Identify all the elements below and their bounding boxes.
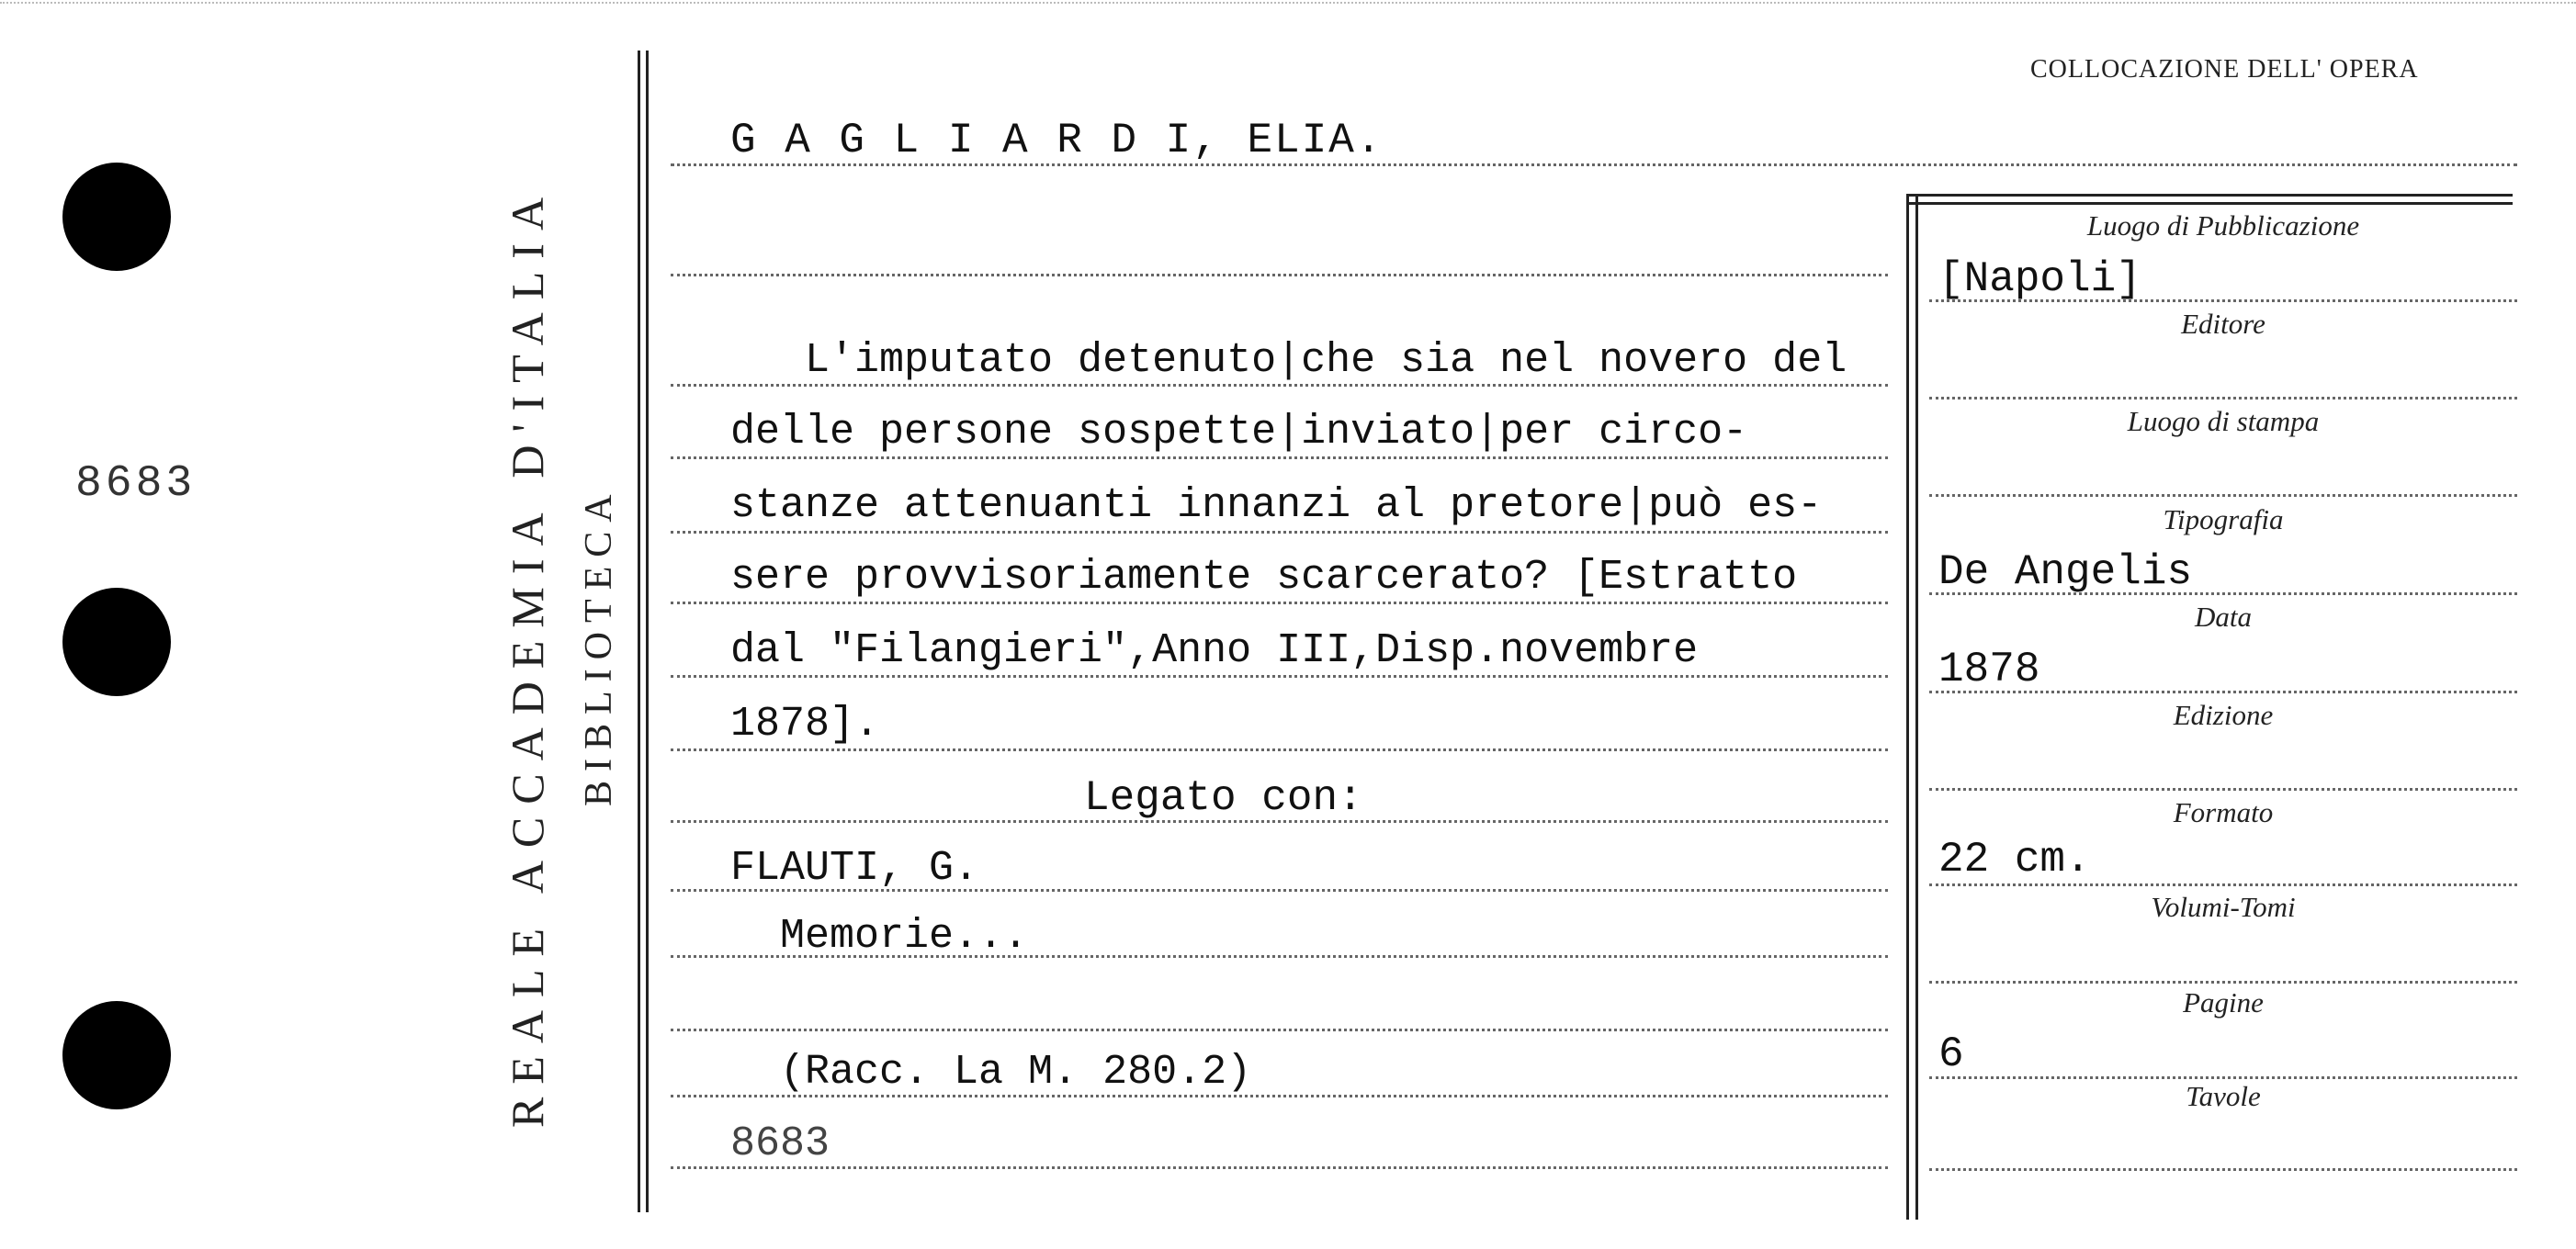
ruled-line	[671, 1029, 1888, 1031]
punch-hole-top	[62, 163, 171, 271]
field-value-format: 22 cm.	[1938, 836, 2091, 883]
ruled-line	[671, 675, 1888, 678]
field-value-place-of-publication: [Napoli]	[1938, 255, 2141, 303]
ruled-line	[671, 602, 1888, 604]
field-value-printer: De Angelis	[1938, 548, 2193, 596]
fields-box-top-inner	[1906, 202, 2513, 205]
side-inventory-number: 8683	[75, 459, 197, 509]
field-label-place-of-printing: Luogo di stampa	[2127, 405, 2320, 437]
field-label-edition: Edizione	[2173, 699, 2274, 731]
card-top-edge	[0, 2, 2576, 4]
field-label-format: Formato	[2173, 796, 2274, 828]
field-label-place-of-publication: Luogo di Pubblicazione	[2086, 209, 2360, 242]
title-line: delle persone sospette|inviato|per circo-	[730, 409, 1748, 456]
field-value-date: 1878	[1938, 646, 2040, 693]
institution-label: REALE ACCADEMIA D'ITALIA	[502, 184, 553, 1128]
field-ruled-line	[1929, 494, 2517, 497]
ruled-line	[671, 1166, 1888, 1169]
title-line: stanze attenuanti innanzi al pretore|può es-	[730, 482, 1823, 529]
field-value-pages: 6	[1938, 1030, 1964, 1078]
ruled-line	[671, 748, 1888, 751]
title-line: 1878].	[730, 701, 880, 748]
field-label-printer: Tipografia	[2163, 503, 2284, 535]
main-vertical-rule	[638, 51, 640, 1212]
field-label-volumes: Volumi-Tomi	[2151, 891, 2296, 923]
field-ruled-line	[1929, 1076, 2517, 1079]
bound-title: Memorie...	[730, 913, 1029, 960]
title-line: dal "Filangieri",Anno III,Disp.novembre	[730, 627, 1699, 674]
fields-box-rule	[1906, 196, 1909, 1220]
author-heading: G A G L I A R D I, ELIA.	[730, 117, 1384, 164]
bound-with-label: Legato con:	[1084, 774, 1363, 822]
ruled-line	[671, 531, 1888, 534]
punch-hole-bottom	[62, 1001, 171, 1109]
field-label-plates: Tavole	[2186, 1080, 2261, 1112]
library-label: BIBLIOTECA	[578, 485, 620, 806]
title-line: sere provvisoriamente scarcerato? [Estratto	[730, 554, 1798, 601]
field-label-pages: Pagine	[2183, 986, 2264, 1018]
field-label-publisher: Editore	[2181, 308, 2265, 340]
ruled-line	[671, 456, 1888, 459]
fields-box-top	[1906, 194, 2513, 197]
ruled-line	[671, 274, 1888, 276]
inventory-number: 8683	[730, 1120, 830, 1167]
punch-hole-middle	[62, 588, 171, 696]
shelfmark: (Racc. La M. 280.2)	[730, 1049, 1252, 1096]
field-ruled-line	[1929, 981, 2517, 984]
fields-box-rule-inner	[1915, 196, 1918, 1220]
field-ruled-line	[1929, 883, 2517, 886]
title-line: L'imputato detenuto|che sia nel novero del	[730, 337, 1847, 384]
location-header: COLLOCAZIONE DELL' OPERA	[2030, 55, 2419, 84]
field-label-date: Data	[2195, 601, 2252, 633]
field-ruled-line	[1929, 397, 2517, 399]
field-ruled-line	[1929, 1168, 2517, 1171]
bound-author: FLAUTI, G.	[730, 845, 979, 892]
field-ruled-line	[1929, 788, 2517, 791]
ruled-line	[671, 384, 1888, 387]
main-vertical-rule-inner	[646, 51, 649, 1212]
